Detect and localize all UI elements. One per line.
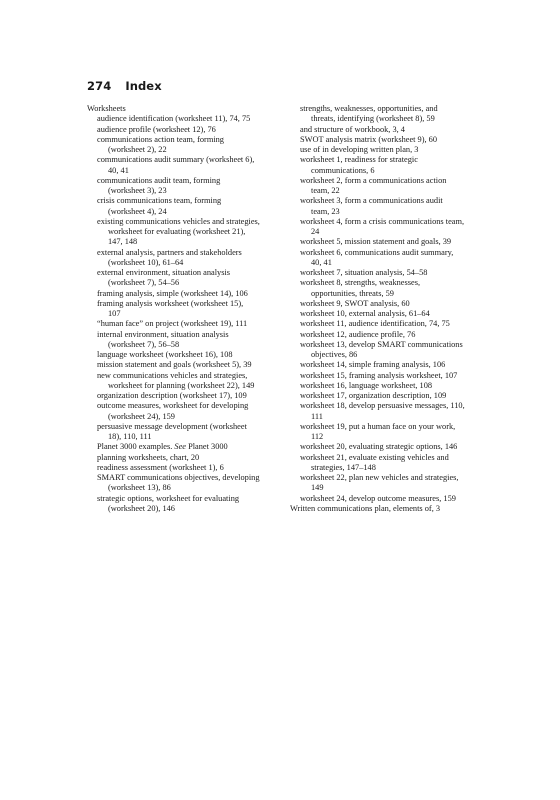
index-entry: worksheet 19, put a human face on your work, <box>300 421 456 431</box>
index-entry: framing analysis, simple (worksheet 14), 106 <box>97 288 248 298</box>
index-entry: internal environment, situation analysis <box>97 329 229 339</box>
index-entry: 107 <box>108 309 121 318</box>
index-entry: external environment, situation analysis <box>97 268 231 277</box>
index-entry: worksheet 10, external analysis, 61–64 <box>300 309 430 318</box>
index-entry: new communications vehicles and strategies, <box>97 370 248 380</box>
index-column-left <box>87 104 283 514</box>
index-entry: communications audit summary (worksheet 6), <box>97 155 255 165</box>
index-entry: worksheet for evaluating (worksheet 21), <box>108 227 246 236</box>
index-entry: 149 <box>311 483 324 493</box>
index-entry: framing analysis worksheet (worksheet 15), <box>97 298 244 308</box>
index-entry: worksheet 4, form a crisis communications team, <box>300 216 465 226</box>
index-entry: use of in developing written plan, 3 <box>300 145 419 154</box>
index-entry: (worksheet 13), 86 <box>108 483 171 493</box>
index-entry: 40, 41 <box>108 165 129 175</box>
index-entry: readiness assessment (worksheet 1), 6 <box>97 462 224 472</box>
index-entry: worksheet for planning (worksheet 22), 149 <box>108 380 255 390</box>
index-entry: communications audit team, forming <box>97 175 221 185</box>
index-entry: 112 <box>311 432 324 441</box>
index-entry: strengths, weaknesses, opportunities, and <box>300 104 438 113</box>
index-entry: team, 23 <box>311 206 340 216</box>
index-entry: strategic options, worksheet for evaluating <box>97 493 240 503</box>
section-title: Index <box>125 79 162 93</box>
index-entry: SWOT analysis matrix (worksheet 9), 60 <box>300 134 438 144</box>
index-entry: language worksheet (worksheet 16), 108 <box>97 350 233 359</box>
index-entry: worksheet 12, audience profile, 76 <box>300 329 416 339</box>
index-entry: strategies, 147–148 <box>311 462 376 472</box>
index-entry: objectives, 86 <box>311 350 358 359</box>
index-entry: worksheet 24, develop outcome measures, 159 <box>300 493 456 503</box>
index-entry: worksheet 8, strengths, weaknesses, <box>300 278 421 288</box>
index-entry: and structure of workbook, 3, 4 <box>300 124 405 134</box>
index-entry: worksheet 20, evaluating strategic options, 146 <box>300 442 458 452</box>
index-entry: (worksheet 4), 24 <box>108 206 167 216</box>
index-entry: Worksheets <box>87 104 126 113</box>
index-entry: worksheet 7, situation analysis, 54–58 <box>300 268 428 277</box>
index-entry: worksheet 11, audience identification, 74, 75 <box>300 319 450 329</box>
index-entry: communications, 6 <box>311 165 375 175</box>
running-head <box>87 79 162 93</box>
index-entry: worksheet 1, readiness for strategic <box>300 155 418 165</box>
index-entry: SMART communications objectives, developing <box>97 473 260 482</box>
index-entry: (worksheet 24), 159 <box>108 411 175 421</box>
index-entry: 147, 148 <box>108 237 138 247</box>
index-entry: worksheet 9, SWOT analysis, 60 <box>300 298 410 308</box>
index-entry: worksheet 16, language worksheet, 108 <box>300 380 433 390</box>
index-entry: threats, identifying (worksheet 8), 59 <box>311 114 435 124</box>
index-entry: worksheet 22, plan new vehicles and strategies, <box>300 473 459 482</box>
index-entry: worksheet 5, mission statement and goals, 39 <box>300 237 452 247</box>
index-entry: worksheet 17, organization description, 109 <box>300 391 447 400</box>
index-entry: persuasive message development (worksheet <box>97 421 247 431</box>
index-entry: 40, 41 <box>311 257 332 267</box>
index-entry: 111 <box>311 411 323 421</box>
index-entry: opportunities, threats, 59 <box>311 288 394 298</box>
index-entry: worksheet 3, form a communications audit <box>300 196 443 206</box>
page-number: 274 <box>87 79 112 93</box>
index-entry: (worksheet 2), 22 <box>108 145 167 154</box>
index-entry: existing communications vehicles and strategies, <box>97 216 260 226</box>
index-entry: outcome measures, worksheet for developing <box>97 401 249 411</box>
index-entry: worksheet 18, develop persuasive messages, 110, <box>300 401 465 411</box>
index-entry: (worksheet 7), 56–58 <box>108 339 180 349</box>
index-entry: worksheet 6, communications audit summary, <box>300 247 454 257</box>
index-entry: worksheet 13, develop SMART communications <box>300 339 463 349</box>
index-entry: worksheet 2, form a communications action <box>300 175 447 185</box>
index-entry: mission statement and goals (worksheet 5), 39 <box>97 360 252 370</box>
index-entry: external analysis, partners and stakeholders <box>97 247 242 257</box>
index-entry: Planet 3000 examples. See Planet 3000 <box>97 442 228 452</box>
index-entry: 18), 110, 111 <box>108 432 152 441</box>
index-entry: (worksheet 20), 146 <box>108 503 175 513</box>
index-entry: crisis communications team, forming <box>97 196 222 206</box>
index-entry: audience profile (worksheet 12), 76 <box>97 124 216 134</box>
index-entry: Written communications plan, elements of, 3 <box>290 503 441 513</box>
index-entry: “human face” on project (worksheet 19), 111 <box>97 319 248 329</box>
index-entry: planning worksheets, chart, 20 <box>97 452 200 462</box>
index-entry: team, 22 <box>311 186 340 195</box>
index-entry: worksheet 21, evaluate existing vehicles and <box>300 452 449 462</box>
index-column-right <box>290 104 490 514</box>
index-entry: worksheet 14, simple framing analysis, 106 <box>300 360 446 370</box>
index-entry: (worksheet 3), 23 <box>108 186 167 195</box>
index-entry: organization description (worksheet 17), 109 <box>97 391 247 400</box>
index-entry: 24 <box>311 227 320 236</box>
index-entry: communications action team, forming <box>97 134 224 144</box>
index-entry: (worksheet 7), 54–56 <box>108 278 180 288</box>
index-entry: audience identification (worksheet 11), 74, 75 <box>97 114 251 124</box>
index-entry: (worksheet 10), 61–64 <box>108 257 184 267</box>
index-entry: worksheet 15, framing analysis worksheet, 107 <box>300 370 458 380</box>
